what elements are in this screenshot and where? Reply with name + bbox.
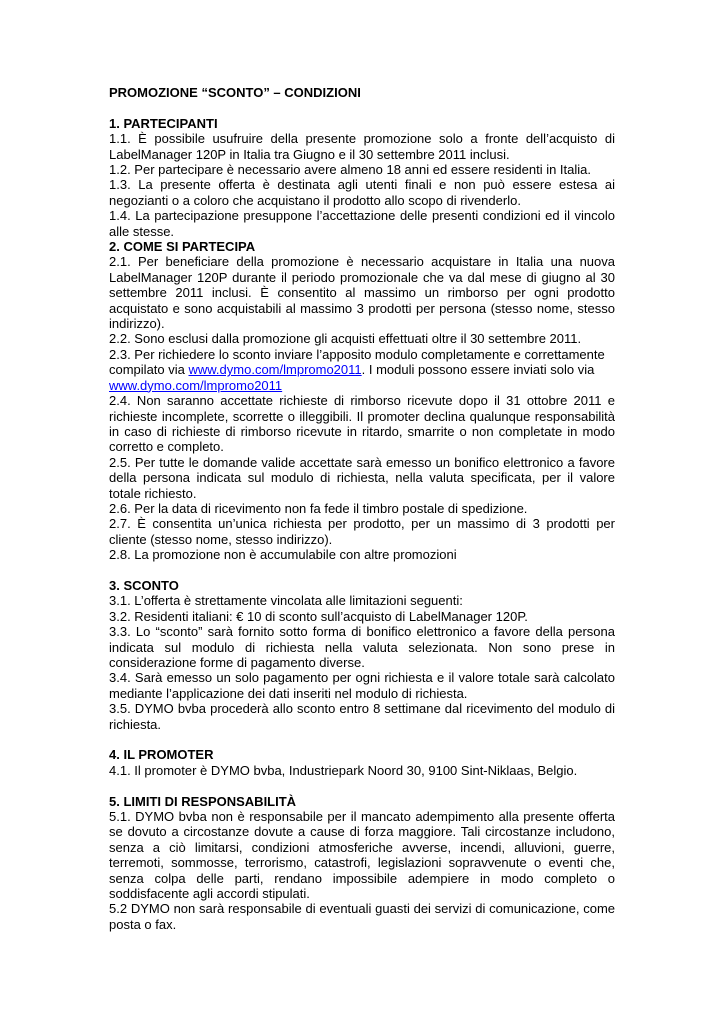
- clause-paragraph: [109, 516, 615, 547]
- promo-link[interactable]: www.dymo.com/lmpromo2011: [109, 377, 283, 393]
- document-title: PROMOZIONE “SCONTO” – CONDIZIONI: [109, 85, 361, 100]
- clause-paragraph: [109, 208, 615, 239]
- clause-text: 2.5. Per tutte le domande valide accettate sarà emesso un bonifico elettronico a favore della persona indicata sul modulo di richiesta, nella valuta specificata, per il valore totale richiesto.: [109, 454, 615, 501]
- clause-text: 5.1. DYMO bvba non è responsabile per il mancato adempimento alla presente offerta se dovuto a circostanze dovute a cause di forza maggiore. Tali circostanze includono, senza a ciò limitarsi, condizioni atmosferiche avverse, incendi, alluvioni, guerre, terremoti, sommosse, terrorismo, catastrofi, legislazioni sopravvenute o eventi che, senza colpa delle parti, rendano impossibile adempiere in modo completo o soddisfacente agli accordi stipulati.: [109, 809, 615, 902]
- section-heading: 5. LIMITI DI RESPONSABILITÀ: [109, 793, 297, 809]
- clause-paragraph: [109, 701, 615, 732]
- clause-text: 2.3. Per richiedere lo sconto inviare l’apposito modulo completamente e correttamente compilato via: [109, 346, 605, 378]
- clause-text: 2.6. Per la data di ricevimento non fa fede il timbro postale di spedizione.: [109, 500, 528, 516]
- clause-paragraph: [109, 347, 615, 393]
- section-3: [109, 578, 615, 732]
- clause-paragraph: [109, 763, 615, 778]
- clause-text: 1.4. La partecipazione presuppone l’accettazione delle presenti condizioni ed il vincolo alle stesse.: [109, 208, 615, 239]
- section-5: [109, 794, 615, 933]
- sections-container: [109, 116, 615, 932]
- section-heading: 1. PARTECIPANTI: [109, 115, 218, 131]
- clause-paragraph: [109, 393, 615, 455]
- clause-paragraph: [109, 901, 615, 932]
- clause-paragraph: [109, 455, 615, 501]
- clause-paragraph: [109, 162, 615, 177]
- clause-paragraph: [109, 609, 615, 624]
- clause-text: 3.4. Sarà emesso un solo pagamento per ogni richiesta e il valore totale sarà calcolato mediante l’applicazione dei dati inseriti nel modulo di richiesta.: [109, 670, 615, 701]
- clause-paragraph: [109, 331, 615, 346]
- clause-text: 1.3. La presente offerta è destinata agli utenti finali e non può essere estesa ai negozianti o a coloro che acquistano il prodotto allo scopo di rivenderlo.: [109, 177, 615, 208]
- clause-text: 2.4. Non saranno accettate richieste di rimborso ricevute dopo il 31 ottobre 2011 e richieste incomplete, scorrette o illeggibili. Il promoter declina qualunque responsabilità in caso di richieste di rimborso ricevute in ritardo, smarrite o non completate in modo corretto e completo.: [109, 393, 615, 455]
- section-heading: 2. COME SI PARTECIPA: [109, 239, 256, 255]
- section-2: [109, 239, 615, 563]
- clause-text: 2.1. Per beneficiare della promozione è necessario acquistare in Italia una nuova LabelManager 120P durante il periodo promozionale che va dal mese di giugno al 30 settembre 2011 inclusi. È consentito al massimo un rimborso per ogni prodotto acquistato e sono acquistabili al massimo 3 prodotti per persona (stesso nome, stesso indirizzo).: [109, 254, 615, 332]
- clause-text: . I moduli possono essere inviati solo via: [361, 362, 595, 378]
- clause-text: 3.1. L’offerta è strettamente vincolata alle limitazioni seguenti:: [109, 593, 463, 609]
- section-4: [109, 747, 615, 778]
- section-1: [109, 116, 615, 239]
- section-heading: 4. IL PROMOTER: [109, 747, 214, 763]
- clause-text: 2.7. È consentita un’unica richiesta per prodotto, per un massimo di 3 prodotti per cliente (stesso nome, stesso indirizzo).: [109, 516, 615, 547]
- clause-paragraph: [109, 547, 615, 562]
- clause-paragraph: [109, 254, 615, 331]
- clause-text: 3.3. Lo “sconto” sarà fornito sotto forma di bonifico elettronico a favore della persona indicata sul modulo di richiesta nella valuta selezionata. Non sono prese in considerazione forme di pagamento diverse.: [109, 624, 615, 670]
- clause-paragraph: [109, 177, 615, 208]
- document-page: [109, 85, 615, 932]
- section-heading: 3. SCONTO: [109, 577, 179, 593]
- clause-paragraph: [109, 501, 615, 516]
- clause-paragraph: [109, 131, 615, 162]
- clause-paragraph: [109, 593, 615, 608]
- clause-text: 1.2. Per partecipare è necessario avere almeno 18 anni ed essere residenti in Italia.: [109, 162, 592, 178]
- clause-text: 2.2. Sono esclusi dalla promozione gli acquisti effettuati oltre il 30 settembre 2011.: [109, 331, 582, 347]
- promo-link[interactable]: www.dymo.com/lmpromo2011: [188, 362, 362, 378]
- clause-text: 5.2 DYMO non sarà responsabile di eventuali guasti dei servizi di comunicazione, come posta o fax.: [109, 901, 615, 932]
- clause-paragraph: [109, 809, 615, 901]
- clause-text: 3.2. Residenti italiani: € 10 di sconto sull’acquisto di LabelManager 120P.: [109, 608, 528, 624]
- clause-text: 3.5. DYMO bvba procederà allo sconto entro 8 settimane dal ricevimento del modulo di richiesta.: [109, 701, 615, 732]
- clause-text: 4.1. Il promoter è DYMO bvba, Industriepark Noord 30, 9100 Sint-Niklaas, Belgio.: [109, 762, 578, 778]
- clause-paragraph: [109, 670, 615, 701]
- clause-text: 1.1. È possibile usufruire della presente promozione solo a fronte dell’acquisto di LabelManager 120P in Italia tra Giugno e il 30 settembre 2011 inclusi.: [109, 131, 615, 162]
- clause-paragraph: [109, 624, 615, 670]
- clause-text: 2.8. La promozione non è accumulabile con altre promozioni: [109, 547, 457, 563]
